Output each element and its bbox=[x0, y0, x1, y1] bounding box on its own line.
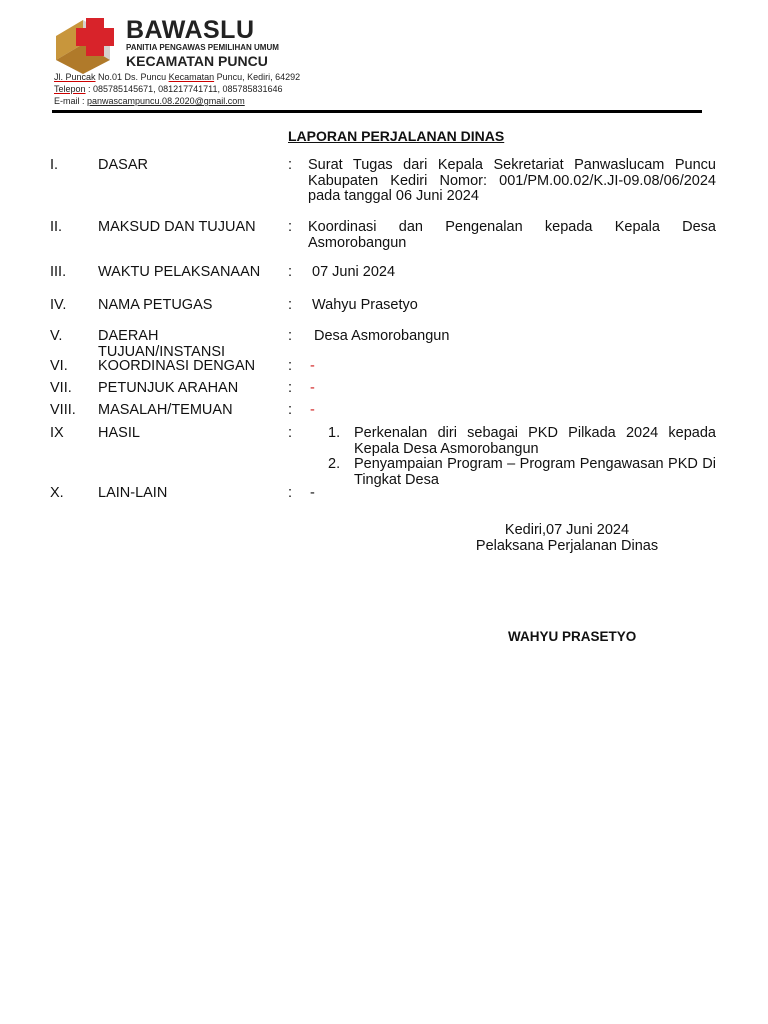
address-tail: Puncu, Kediri, 64292 bbox=[214, 72, 301, 82]
list-item-text: Perkenalan diri sebagai PKD Pilkada 2024 kepada Kepala Desa Asmorobangun bbox=[354, 425, 716, 457]
signature-name: WAHYU PRASETYO bbox=[508, 629, 637, 644]
list-item bbox=[328, 426, 716, 457]
phone-line bbox=[54, 84, 283, 94]
row-value: Koordinasi dan Pengenalan kepada Kepala Desa Asmorobangun bbox=[308, 219, 716, 251]
row-number: III. bbox=[50, 264, 67, 280]
row-colon: : bbox=[288, 328, 293, 344]
document-title: LAPORAN PERJALANAN DINAS bbox=[288, 128, 505, 144]
row-number: X. bbox=[50, 485, 64, 501]
phone-label: Telepon bbox=[54, 84, 86, 94]
address-rest: No.01 Ds. Puncu bbox=[95, 72, 169, 82]
row-colon: : bbox=[288, 485, 293, 501]
letterhead bbox=[44, 8, 314, 112]
row-label: HASIL bbox=[98, 425, 140, 441]
email-label: E-mail : bbox=[54, 96, 88, 106]
org-subtitle: PANITIA PENGAWAS PEMILIHAN UMUM bbox=[126, 43, 279, 52]
row-value: - bbox=[310, 485, 315, 501]
bawaslu-logo-icon bbox=[50, 14, 116, 76]
row-number: IV. bbox=[50, 297, 67, 313]
phone-values: : 085785145671, 081217741711, 085785831646 bbox=[85, 84, 283, 94]
row-label: MAKSUD DAN TUJUAN bbox=[98, 219, 256, 235]
row-colon: : bbox=[288, 380, 293, 396]
email-link[interactable]: panwascampuncu.08.2020@gmail.com bbox=[87, 96, 245, 106]
row-label: LAIN-LAIN bbox=[98, 485, 168, 501]
row-value: - bbox=[310, 380, 315, 396]
row-colon: : bbox=[288, 157, 293, 173]
signature-role: Pelaksana Perjalanan Dinas bbox=[475, 537, 659, 554]
row-label: NAMA PETUGAS bbox=[98, 297, 213, 313]
row-number: VII. bbox=[50, 380, 72, 396]
row-colon: : bbox=[288, 402, 293, 418]
org-unit: KECAMATAN PUNCU bbox=[126, 53, 268, 69]
list-item-number: 2. bbox=[328, 456, 341, 472]
signature-place-date: Kediri,07 Juni 2024 bbox=[504, 522, 630, 538]
row-value: Surat Tugas dari Kepala Sekretariat Panwaslucam Puncu Kabupaten Kediri Nomor: 001/PM.00.02/K.JI-09.08/06/2024 pada tanggal 06 Juni 2024 bbox=[308, 157, 716, 204]
row-value: - bbox=[310, 358, 315, 374]
header-divider bbox=[52, 110, 702, 113]
list-item-text: Penyampaian Program – Program Pengawasan PKD Di Tingkat Desa bbox=[354, 456, 716, 488]
row-colon: : bbox=[288, 219, 293, 235]
row-label: DAERAH TUJUAN/INSTANSI bbox=[98, 328, 226, 360]
row-number: IX bbox=[50, 425, 64, 441]
row-label: DASAR bbox=[98, 157, 148, 173]
row-number: VIII. bbox=[50, 402, 76, 418]
hasil-list bbox=[328, 426, 716, 488]
row-colon: : bbox=[288, 425, 293, 441]
row-colon: : bbox=[288, 358, 293, 374]
row-value: Desa Asmorobangun bbox=[314, 328, 450, 344]
row-label: MASALAH/TEMUAN bbox=[98, 402, 233, 418]
row-value: Wahyu Prasetyo bbox=[312, 297, 418, 313]
row-label: PETUNJUK ARAHAN bbox=[98, 380, 239, 396]
list-item bbox=[328, 457, 716, 488]
row-colon: : bbox=[288, 264, 293, 280]
row-label: KOORDINASI DENGAN bbox=[98, 358, 256, 374]
row-value: 07 Juni 2024 bbox=[312, 264, 396, 280]
row-number: VI. bbox=[50, 358, 68, 374]
address-street: Jl. Puncak bbox=[54, 72, 96, 82]
row-number: I. bbox=[50, 157, 59, 173]
email-line bbox=[54, 96, 245, 106]
row-number: V. bbox=[50, 328, 63, 344]
row-label: WAKTU PELAKSANAAN bbox=[98, 264, 261, 280]
row-number: II. bbox=[50, 219, 63, 235]
list-item-number: 1. bbox=[328, 425, 341, 441]
org-name: BAWASLU bbox=[126, 16, 255, 44]
row-colon: : bbox=[288, 297, 293, 313]
address-line bbox=[54, 72, 300, 82]
address-kecamatan: Kecamatan bbox=[168, 72, 215, 82]
row-value: - bbox=[310, 402, 315, 418]
signature-block bbox=[470, 523, 664, 554]
